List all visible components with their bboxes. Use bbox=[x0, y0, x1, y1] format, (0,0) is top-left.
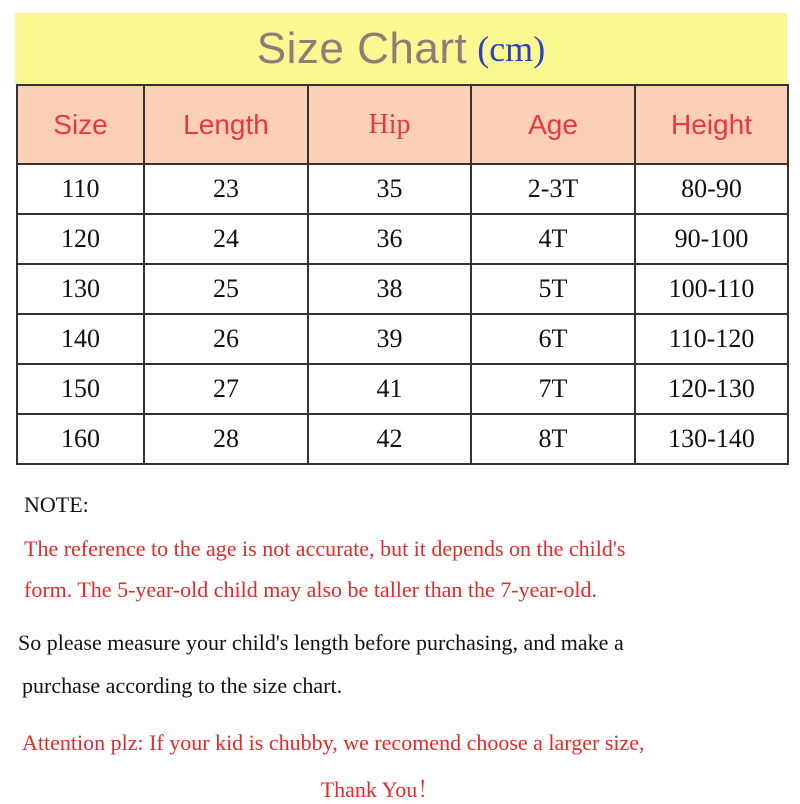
cell-size: 130 bbox=[17, 264, 144, 314]
cell-hip: 36 bbox=[308, 214, 471, 264]
header-height: Height bbox=[635, 85, 788, 164]
cell-length: 27 bbox=[144, 364, 308, 414]
cell-height: 130-140 bbox=[635, 414, 788, 464]
note-thanks: Thank You！ bbox=[320, 777, 440, 802]
table-row bbox=[17, 314, 788, 364]
cell-height: 80-90 bbox=[635, 164, 788, 214]
note-measure-line-1: So please measure your child's length before purchasing, and make a bbox=[18, 630, 624, 655]
cell-hip: 42 bbox=[308, 414, 471, 464]
cell-height: 90-100 bbox=[635, 214, 788, 264]
title-unit: (cm) bbox=[477, 29, 546, 69]
cell-size: 160 bbox=[17, 414, 144, 464]
header-size: Size bbox=[17, 85, 144, 164]
note-attention: Attention plz: If your kid is chubby, we recomend choose a larger size, bbox=[22, 730, 645, 755]
table-row bbox=[17, 414, 788, 464]
note-age-warning-line-2: form. The 5-year-old child may also be taller than the 7-year-old. bbox=[24, 577, 597, 602]
table-row bbox=[17, 264, 788, 314]
cell-length: 24 bbox=[144, 214, 308, 264]
cell-age: 7T bbox=[471, 364, 635, 414]
cell-age: 2-3T bbox=[471, 164, 635, 214]
cell-length: 26 bbox=[144, 314, 308, 364]
cell-hip: 38 bbox=[308, 264, 471, 314]
cell-height: 110-120 bbox=[635, 314, 788, 364]
cell-size: 110 bbox=[17, 164, 144, 214]
table-row bbox=[17, 164, 788, 214]
cell-size: 150 bbox=[17, 364, 144, 414]
title-banner bbox=[15, 13, 787, 85]
header-length: Length bbox=[144, 85, 308, 164]
cell-height: 100-110 bbox=[635, 264, 788, 314]
cell-length: 28 bbox=[144, 414, 308, 464]
cell-size: 120 bbox=[17, 214, 144, 264]
cell-length: 23 bbox=[144, 164, 308, 214]
note-age-warning-line-1: The reference to the age is not accurate, but it depends on the child's bbox=[24, 536, 626, 561]
cell-hip: 39 bbox=[308, 314, 471, 364]
cell-age: 8T bbox=[471, 414, 635, 464]
note-label: NOTE: bbox=[24, 492, 89, 517]
cell-hip: 41 bbox=[308, 364, 471, 414]
cell-size: 140 bbox=[17, 314, 144, 364]
header-age: Age bbox=[471, 85, 635, 164]
cell-length: 25 bbox=[144, 264, 308, 314]
cell-age: 4T bbox=[471, 214, 635, 264]
header-hip: Hip bbox=[308, 85, 471, 164]
cell-height: 120-130 bbox=[635, 364, 788, 414]
table-row bbox=[17, 364, 788, 414]
cell-hip: 35 bbox=[308, 164, 471, 214]
note-measure-line-2: purchase according to the size chart. bbox=[22, 673, 343, 698]
cell-age: 5T bbox=[471, 264, 635, 314]
page-title: Size Chart bbox=[256, 24, 468, 73]
table-header-row bbox=[17, 85, 788, 164]
size-table bbox=[16, 84, 789, 465]
cell-age: 6T bbox=[471, 314, 635, 364]
table-row bbox=[17, 214, 788, 264]
